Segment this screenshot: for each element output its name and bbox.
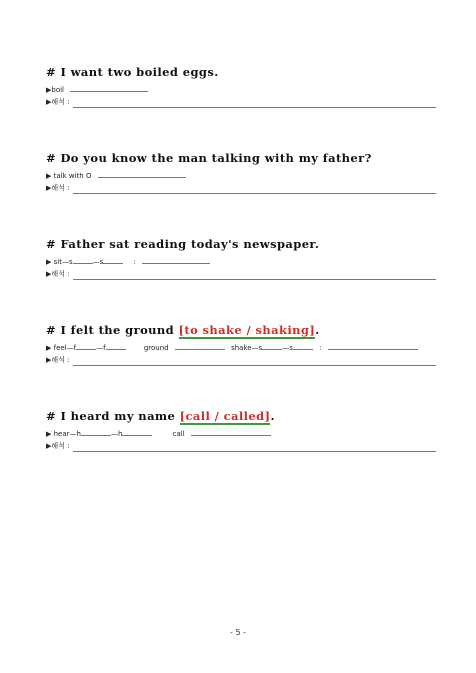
interpretation-blank[interactable] [73, 272, 437, 280]
vocab-label: ▶ hear—h [46, 430, 81, 438]
question-3 [46, 236, 436, 280]
answer-blank[interactable] [191, 428, 271, 436]
interpretation-line [46, 97, 436, 108]
interpretation-label: ▶해석 : [46, 442, 70, 450]
answer-blank[interactable] [98, 170, 186, 178]
interpretation-line [46, 183, 436, 194]
question-title-end: . [270, 409, 275, 423]
question-title: # I want two boiled eggs. [46, 65, 219, 79]
answer-blank[interactable] [106, 342, 126, 350]
vocab-label: —h [110, 430, 123, 438]
question-1 [46, 64, 436, 108]
vocab-line [46, 84, 436, 95]
question-title [46, 322, 436, 338]
answer-blank[interactable] [103, 256, 123, 264]
vocab-label: —s [282, 344, 293, 352]
answer-blank[interactable] [293, 342, 313, 350]
answer-blank[interactable] [70, 84, 148, 92]
interpretation-label: ▶해석 : [46, 356, 70, 364]
vocab-line [46, 256, 436, 267]
question-title-end: . [315, 323, 320, 337]
colon-label: : [133, 258, 136, 266]
answer-blank[interactable] [76, 342, 96, 350]
choice-highlight: [to shake / shaking] [178, 323, 316, 337]
vocab-label: ▶ sit—s [46, 258, 73, 266]
choice-highlight: [call / called] [179, 409, 271, 423]
vocab-label: —f [96, 344, 106, 352]
answer-blank[interactable] [73, 256, 93, 264]
interpretation-blank[interactable] [73, 358, 437, 366]
answer-blank[interactable] [262, 342, 282, 350]
answer-blank[interactable] [142, 256, 210, 264]
question-title-text: # I heard my name [46, 409, 180, 423]
vocab-label: shake—s [231, 344, 263, 352]
question-5 [46, 408, 436, 452]
vocab-label: ▶ talk with O [46, 172, 92, 180]
interpretation-line [46, 355, 436, 366]
vocab-label: ground [143, 344, 169, 352]
question-title: # Father sat reading today's newspaper. [46, 237, 320, 251]
vocab-label: call [172, 430, 185, 438]
answer-blank[interactable] [175, 342, 225, 350]
vocab-label: ▶boil [46, 86, 64, 94]
answer-blank[interactable] [328, 342, 418, 350]
interpretation-blank[interactable] [73, 186, 437, 194]
interpretation-blank[interactable] [73, 100, 437, 108]
interpretation-line [46, 441, 436, 452]
answer-blank[interactable] [81, 428, 111, 436]
answer-blank[interactable] [122, 428, 152, 436]
question-title: # Do you know the man talking with my father? [46, 151, 372, 165]
question-4 [46, 322, 436, 366]
interpretation-label: ▶해석 : [46, 270, 70, 278]
vocab-line [46, 428, 436, 439]
question-2 [46, 150, 436, 194]
question-title-text: # I felt the ground [46, 323, 179, 337]
vocab-label: —s [92, 258, 104, 266]
vocab-line [46, 170, 436, 181]
interpretation-blank[interactable] [73, 444, 437, 452]
interpretation-line [46, 269, 436, 280]
interpretation-label: ▶해석 : [46, 184, 70, 192]
vocab-line [46, 342, 436, 353]
interpretation-label: ▶해석 : [46, 98, 70, 106]
vocab-label: ▶ feel—f [46, 344, 77, 352]
question-title [46, 408, 436, 424]
colon-label: : [319, 344, 322, 352]
page-number: - 5 - [230, 628, 246, 637]
